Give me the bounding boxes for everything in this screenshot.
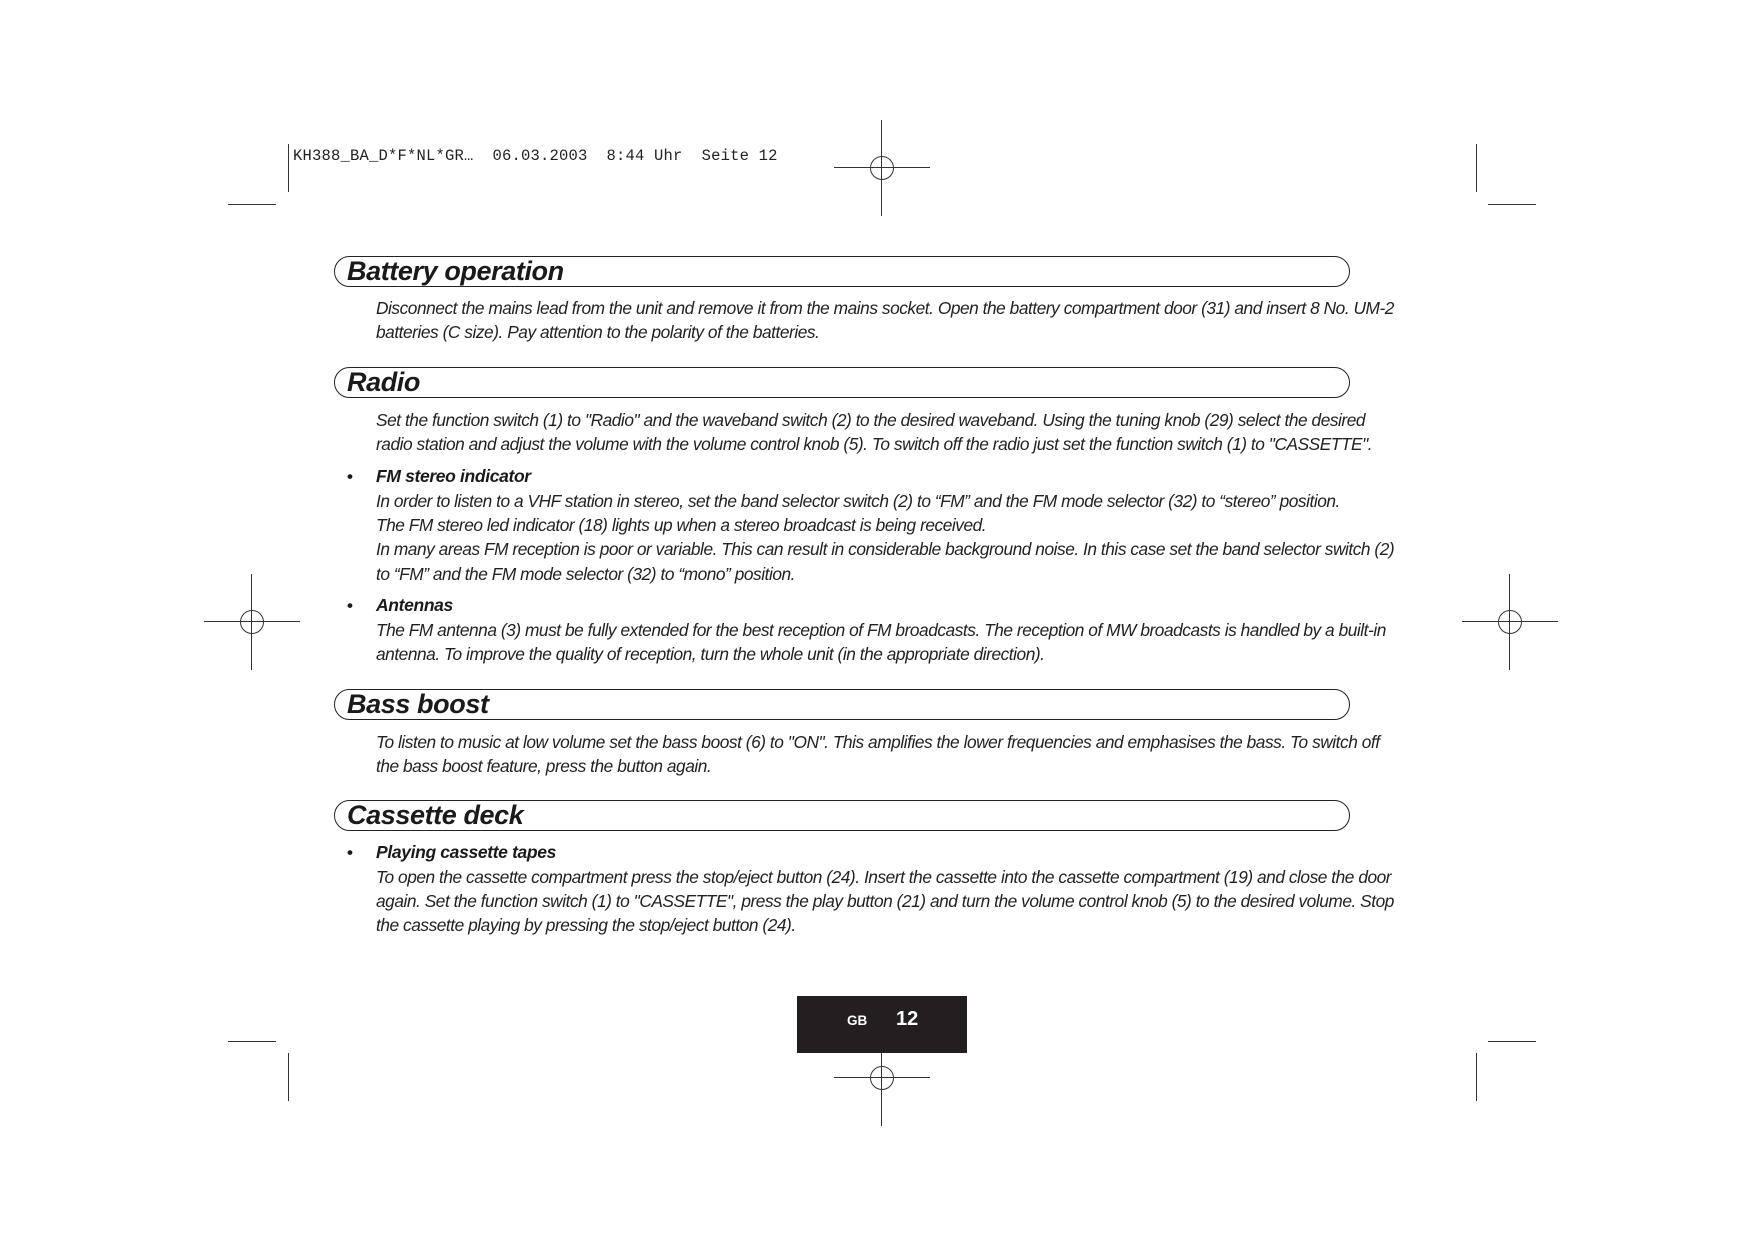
subheading-antennas: Antennas: [376, 595, 453, 615]
crop-mark: [1476, 144, 1477, 192]
crop-mark: [1488, 204, 1536, 205]
section-title: Radio: [347, 367, 421, 397]
crop-mark: [288, 1053, 289, 1101]
bullet: •: [347, 467, 353, 486]
page-number: 12: [896, 1008, 919, 1030]
section-heading-radio: [334, 367, 1350, 398]
section-heading-battery: [334, 256, 1350, 287]
section-title: Bass boost: [347, 689, 489, 719]
section-title: Cassette deck: [347, 800, 524, 830]
section-title: Battery operation: [347, 256, 564, 286]
page-number-box: [797, 996, 967, 1053]
crop-mark: [228, 1041, 276, 1042]
section-heading-cassette: [334, 800, 1350, 831]
section-heading-bass: [334, 689, 1350, 720]
bass-paragraph: To listen to music at low volume set the bass boost (6) to "ON". This amplifies the lower frequencies and emphasises the bass. To switch off the bass boost feature, press the button again.: [376, 732, 1380, 777]
crop-mark: [1476, 1053, 1477, 1101]
registration-mark-right: [1462, 574, 1558, 670]
crop-mark: [228, 204, 276, 205]
playing-tapes-paragraph: To open the cassette compartment press the stop/eject button (24). Insert the cassette into the cassette compartment (19) and close the door again. Set the function switch (1) to "CASSETTE", press the play button (21) and turn the volume control knob (5) to the desired volume. Stop the cassette playing by pressing the stop/eject button (24).: [376, 867, 1394, 936]
bullet: •: [347, 843, 353, 862]
battery-paragraph: Disconnect the mains lead from the unit and remove it from the mains socket. Open the battery compartment door (31) and insert 8 No. UM-2 batteries (C size). Pay attention to the polarity of the batteries.: [376, 298, 1394, 343]
crop-mark: [288, 144, 289, 192]
radio-paragraph: Set the function switch (1) to "Radio" and the waveband switch (2) to the desired waveband. Using the tuning knob (29) select the desired radio station and adjust the volume with the volume control knob (5). To switch off the radio just set the function switch (1) to "CASSETTE".: [376, 410, 1373, 455]
print-slug: KH388_BA_D*F*NL*GR… 06.03.2003 8:44 Uhr Seite 12: [293, 147, 778, 165]
subheading-fm-stereo: FM stereo indicator: [376, 466, 531, 486]
antennas-paragraph: The FM antenna (3) must be fully extended for the best reception of FM broadcasts. The reception of MW broadcasts is handled by a built-in antenna. To improve the quality of reception, turn the whole unit (in the appropriate direction).: [376, 620, 1386, 665]
fm-stereo-paragraph: In order to listen to a VHF station in stereo, set the band selector switch (2) to “FM” and the FM mode selector (32) to “stereo” position. The FM stereo led indicator (18) lights up when a stereo broadcast is being received. In many areas FM reception is poor or variable. This can result in considerable background noise. In this case set the band selector switch (2) to “FM” and the FM mode selector (32) to “mono” position.: [376, 491, 1395, 584]
bullet: •: [347, 596, 353, 615]
crop-mark: [1488, 1041, 1536, 1042]
language-code: GB: [847, 1013, 868, 1028]
subheading-playing-tapes: Playing cassette tapes: [376, 842, 557, 862]
registration-mark-top: [834, 120, 930, 216]
registration-mark-left: [204, 574, 300, 670]
